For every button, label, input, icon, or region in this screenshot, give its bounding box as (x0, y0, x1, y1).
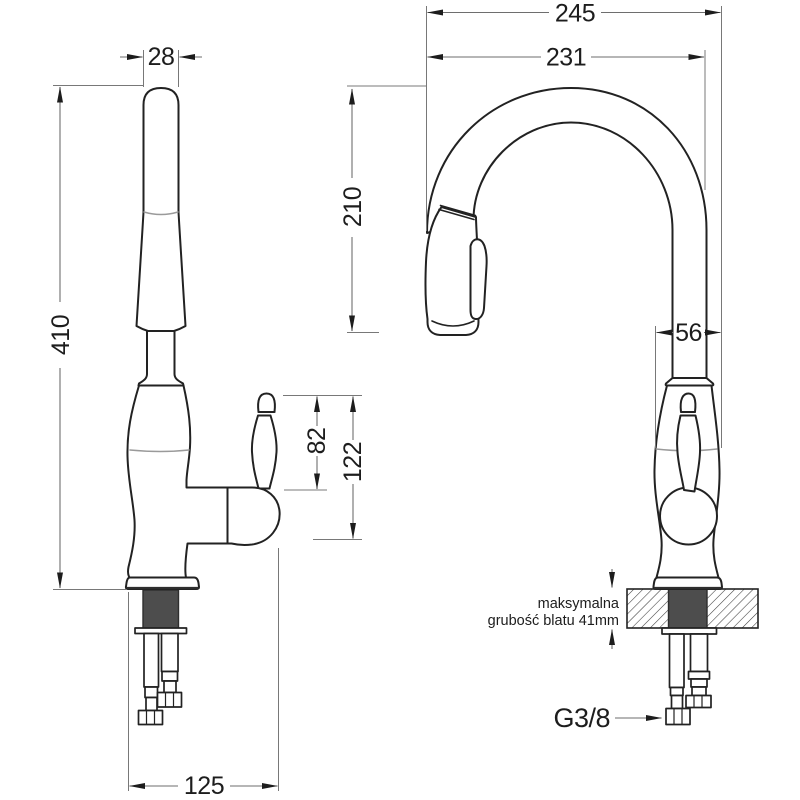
front-supply-hose (162, 634, 179, 672)
countertop-note-line2: grubość blatu 41mm (487, 613, 619, 629)
dim-body-width-label: 56 (675, 319, 702, 347)
side-mounting-flange (662, 628, 717, 634)
side-supply-hose (691, 634, 708, 672)
dim-spout-reach-label: 231 (545, 43, 587, 72)
front-mounting-stud (144, 634, 159, 688)
dim-base-depth-label: 125 (183, 772, 225, 800)
front-valve-escutcheon (228, 488, 280, 545)
front-handle-knob (258, 394, 275, 413)
front-neck (139, 331, 184, 386)
side-view (426, 88, 759, 725)
spray-trigger (471, 239, 487, 319)
countertop-note-line1: maksymalna (537, 596, 619, 612)
dim-total-depth-label: 245 (554, 0, 596, 28)
front-spout-tube (137, 88, 186, 333)
front-handle-lever (252, 416, 277, 489)
dim-arc-height-label: 210 (339, 186, 367, 228)
front-body (127, 386, 232, 578)
front-mounting-flange (135, 628, 187, 634)
front-view (126, 88, 280, 725)
side-handle-knob (681, 394, 696, 413)
side-mounting-hardware (662, 628, 717, 725)
side-hex-nut-left (666, 709, 690, 725)
dim-total-height-label: 410 (47, 314, 75, 356)
dim-outlet-height-label: 122 (339, 441, 367, 483)
front-mounting-hardware (135, 628, 187, 725)
dim-handle-height-label: 82 (303, 427, 331, 455)
side-valve-boss (660, 488, 717, 545)
front-hex-nut-right (158, 693, 182, 708)
side-mounting-stud (670, 634, 685, 688)
side-hex-nut-right (686, 696, 711, 708)
side-threaded-stem (669, 589, 708, 628)
connection-thread-label: G3/8 (553, 703, 610, 733)
side-collar (666, 378, 714, 386)
front-threaded-stem (143, 590, 179, 628)
front-hex-nut-left (139, 711, 163, 725)
dim-spout-width-label: 28 (147, 43, 175, 71)
